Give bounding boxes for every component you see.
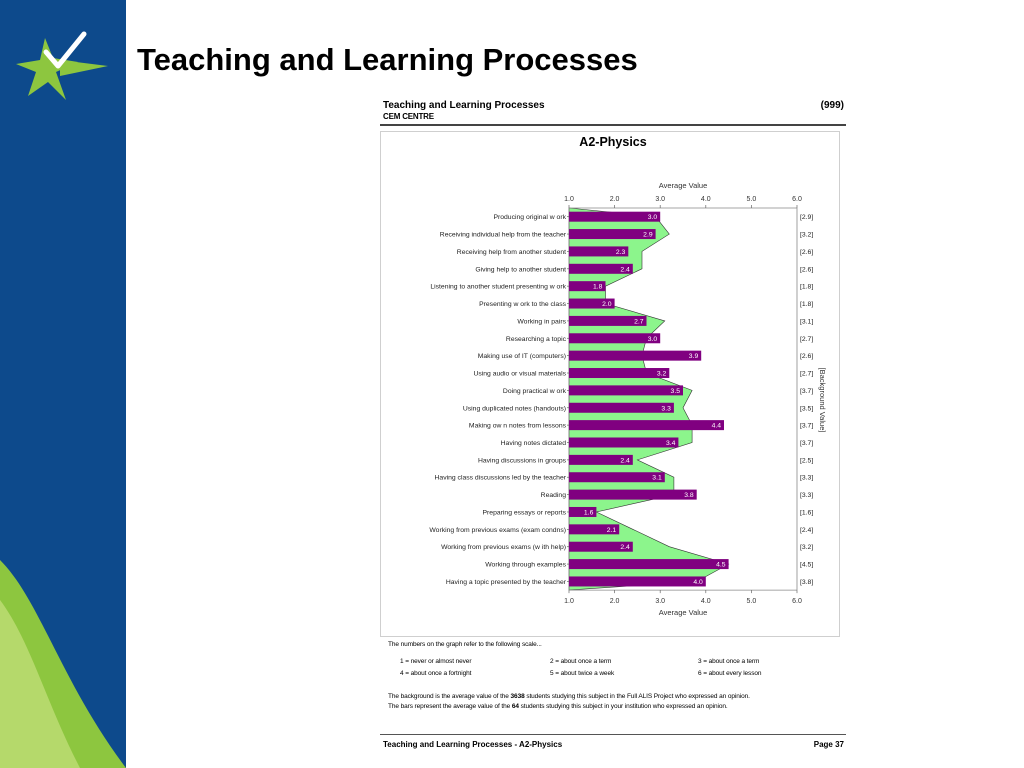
category-label: Using duplicated notes (handouts) (462, 405, 566, 413)
x-tick-label-bottom: 1.0 (564, 598, 574, 606)
category-label: Working from previous exams (w ith help) (441, 544, 566, 552)
category-label: Working from previous exams (exam condns) (429, 526, 566, 534)
bar-chart (381, 132, 839, 636)
chart-frame (380, 131, 840, 637)
sidebar-panel (0, 0, 126, 768)
x-tick-label-top: 1.0 (564, 196, 574, 203)
report-page (380, 95, 846, 755)
bar-value-label: 3.2 (656, 370, 667, 378)
bar-value-label: 3.0 (647, 214, 658, 222)
background-value-label: [3.7] (800, 422, 814, 430)
background-value-label: [1.6] (800, 509, 814, 517)
background-value-label: [3.2] (800, 231, 814, 239)
background-value-label: [3.5] (800, 405, 814, 413)
bar-value-label: 2.4 (620, 457, 630, 465)
x-tick-label-top: 2.0 (609, 196, 620, 203)
x-tick-label-bottom: 2.0 (609, 598, 620, 606)
category-label: Doing practical w ork (502, 387, 566, 395)
category-label: Preparing essays or reports (482, 509, 566, 517)
x-tick-label-top: 3.0 (655, 196, 666, 203)
scale-item: 2 = about once a term (550, 658, 612, 665)
background-value-label: [3.7] (800, 439, 814, 447)
category-label: Researching a topic (505, 335, 566, 343)
scale-item: 1 = never or almost never (400, 658, 472, 665)
category-label: Having notes dictated (500, 439, 566, 447)
x-tick-label-top: 6.0 (792, 196, 802, 203)
background-note-line1: The background is the average value of the 3638 students studying this subject in the Full ALIS Project who expressed an opinion. (388, 693, 750, 700)
category-label: Presenting w ork to the class (479, 301, 566, 309)
bar-value-label: 3.4 (665, 439, 676, 447)
x-tick-label-top: 4.0 (700, 196, 711, 203)
background-value-label: [1.8] (800, 301, 814, 309)
category-label: Working in pairs (517, 318, 566, 326)
bar (569, 351, 701, 361)
category-label: Using audio or visual materials (473, 370, 566, 378)
bar-value-label: 3.9 (688, 353, 699, 361)
bar-value-label: 2.4 (620, 266, 630, 274)
x-tick-label-bottom: 6.0 (792, 598, 802, 606)
bar-value-label: 4.0 (693, 578, 703, 586)
category-label: Listening to another student presenting w ork (430, 283, 566, 291)
bar (569, 576, 706, 586)
background-value-label: [1.8] (800, 283, 814, 291)
background-value-label: [3.7] (800, 387, 814, 395)
bar-value-label: 3.8 (684, 492, 694, 500)
bar (569, 437, 678, 447)
x-tick-label-bottom: 3.0 (655, 598, 666, 606)
category-label: Giving help to another student (475, 266, 566, 274)
sidebar-decoration (0, 0, 126, 768)
background-value-label: [2.5] (800, 457, 814, 465)
chart-title: A2-Physics (579, 135, 647, 149)
scale-item: 5 = about twice a week (550, 670, 615, 677)
bar (569, 559, 729, 569)
bar-value-label: 4.4 (711, 422, 722, 430)
bar (569, 420, 724, 430)
bar-value-label: 2.3 (615, 248, 626, 256)
background-value-label: [4.5] (800, 561, 814, 569)
category-label: Making use of IT (computers) (477, 353, 566, 361)
background-value-label: [3.8] (800, 578, 814, 586)
background-value-label: [2.9] (800, 214, 814, 222)
report-header-title: Teaching and Learning Processes (383, 100, 545, 111)
bar-value-label: 2.7 (634, 318, 644, 326)
bar (569, 212, 660, 222)
bar-value-label: 2.9 (643, 231, 653, 239)
bar-value-label: 2.0 (602, 301, 612, 309)
background-value-label: [2.6] (800, 266, 814, 274)
category-label: Having a topic presented by the teacher (445, 578, 566, 586)
bar (569, 333, 660, 343)
background-value-label: [2.4] (800, 526, 814, 534)
bar-value-label: 1.8 (593, 283, 603, 291)
background-value-label: [2.7] (800, 335, 814, 343)
report-header-code: (999) (820, 100, 844, 111)
background-value-label: [2.7] (800, 370, 814, 378)
background-note-line2: The bars represent the average value of the 64 students studying this subject in your institution who expressed an opinion. (388, 703, 728, 710)
category-label: Receiving help from another student (456, 248, 566, 256)
category-label: Having discussions in groups (477, 457, 566, 465)
footer-title: Teaching and Learning Processes - A2-Physics (383, 740, 563, 749)
scale-item: 4 = about once a fortnight (400, 670, 472, 677)
category-label: Working through examples (485, 561, 566, 569)
scale-item: 3 = about once a term (698, 658, 760, 665)
bar-value-label: 1.6 (583, 509, 594, 517)
category-label: Making ow n notes from lessons (468, 422, 566, 430)
logo-star-icon (16, 34, 108, 100)
category-label: Having class discussions led by the teacher (434, 474, 566, 482)
category-label: Reading (540, 492, 566, 500)
bar-value-label: 2.1 (606, 526, 617, 534)
background-value-label: [3.1] (800, 318, 814, 326)
footer-divider (380, 734, 846, 735)
bar (569, 490, 697, 500)
x-tick-label-top: 5.0 (746, 196, 757, 203)
background-value-label: [2.6] (800, 353, 814, 361)
x-tick-label-bottom: 5.0 (746, 598, 757, 606)
bar-value-label: 3.1 (652, 474, 662, 482)
bar (569, 385, 683, 395)
bar (569, 403, 674, 413)
bar-value-label: 3.3 (661, 405, 671, 413)
category-label: Receiving individual help from the teacher (439, 231, 566, 239)
bar (569, 368, 669, 378)
bar-value-label: 4.5 (716, 561, 726, 569)
bar-value-label: 3.0 (647, 335, 658, 343)
x-axis-label-bottom: Average Value (658, 608, 708, 617)
background-value-label: [3.3] (800, 474, 814, 482)
background-value-label: [3.2] (800, 544, 814, 552)
bar-value-label: 2.4 (620, 544, 630, 552)
report-header-subtitle: CEM CENTRE (383, 112, 434, 121)
bar (569, 472, 665, 482)
x-tick-label-bottom: 4.0 (700, 598, 711, 606)
right-axis-label: [Background Value] (818, 367, 827, 433)
background-value-label: [2.6] (800, 248, 814, 256)
x-axis-label-top: Average Value (658, 181, 708, 190)
page-number: Page 37 (813, 740, 844, 749)
scale-intro: The numbers on the graph refer to the following scale... (388, 641, 542, 648)
bar-value-label: 3.5 (670, 387, 680, 395)
category-label: Producing original w ork (493, 214, 566, 222)
background-value-label: [3.3] (800, 492, 814, 500)
header-divider (380, 124, 846, 126)
scale-item: 6 = about every lesson (698, 670, 762, 677)
slide-title: Teaching and Learning Processes (137, 42, 638, 77)
